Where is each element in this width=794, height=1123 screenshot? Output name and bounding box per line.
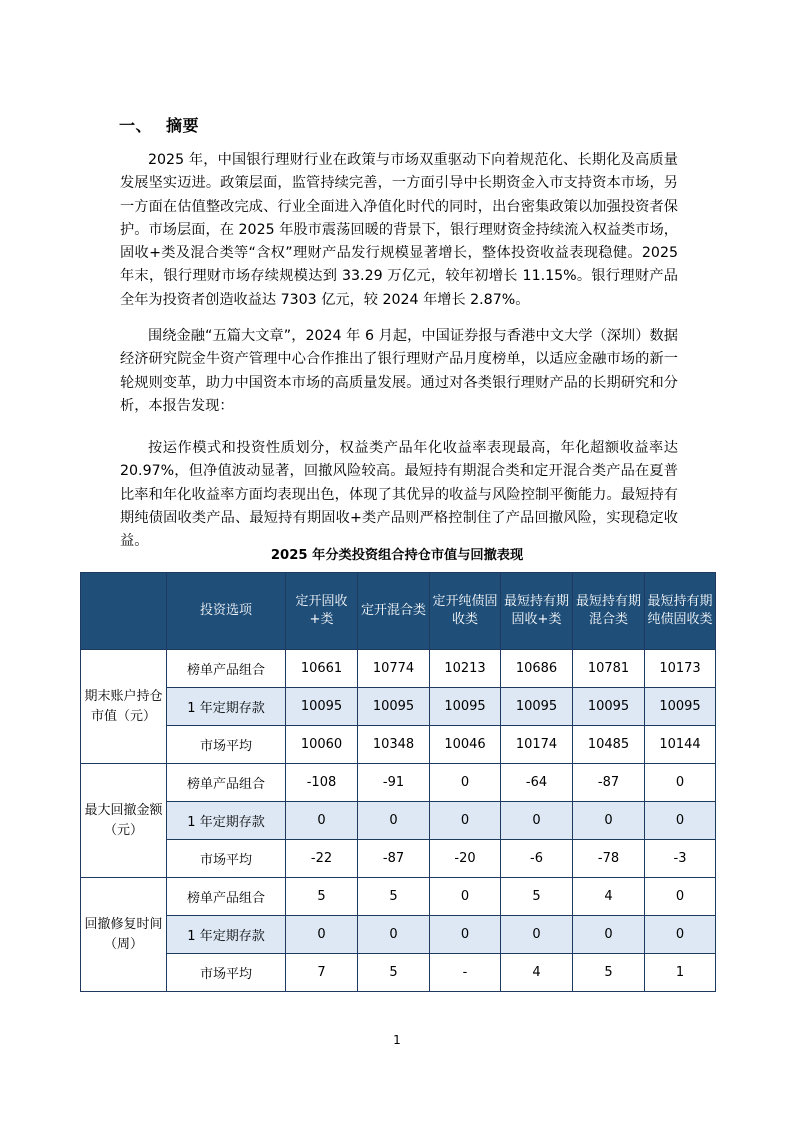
header-col: 定开固收+类 [286, 573, 358, 650]
table-cell: 10095 [573, 688, 645, 726]
table-cell: 0 [645, 802, 716, 840]
table-cell: 5 [573, 954, 645, 992]
table-cell: -6 [501, 840, 573, 878]
row-option-label: 市场平均 [167, 954, 286, 992]
row-option-label: 榜单产品组合 [167, 878, 286, 916]
table-cell: 0 [645, 878, 716, 916]
table-cell: -87 [573, 764, 645, 802]
table-cell: -91 [358, 764, 430, 802]
table-cell: 10686 [501, 650, 573, 688]
row-option-label: 市场平均 [167, 726, 286, 764]
table-cell: 0 [501, 802, 573, 840]
table-cell: 0 [286, 916, 358, 954]
page-number: 1 [393, 1033, 401, 1047]
table-cell: 10348 [358, 726, 430, 764]
paragraph-summary-market: 2025 年，中国银行理财行业在政策与市场双重驱动下向着规范化、长期化及高质量发展坚实迈进。政策层面，监管持续完善，一方面引导中长期资金入市支持资本市场，另一方面在估值整改完成、行业全面进入净值化时代的同时，出台密集政策以加强投资者保护。市场层面，在 2025 年股市震荡回暖的背景下，银行理财资金持续流入权益类市场，固收+类及混合类等“含权”理财产品发行规模显著增长，整体投资收益表现稳健。2025 年末，银行理财市场存续规模达到 33.29 万亿元，较年初增长 11.15%。银行理财产品全年为投资者创造收益达 7303 亿元，较 2024 年增长 2.87%。 [120, 152, 678, 308]
table-cell: 0 [501, 916, 573, 954]
table-body [81, 650, 716, 992]
table-cell: 10095 [430, 688, 501, 726]
table-row [81, 878, 716, 916]
table-cell: -22 [286, 840, 358, 878]
table-cell: 10485 [573, 726, 645, 764]
group-label: 最大回撤金额（元） [81, 764, 167, 878]
table-cell: 5 [501, 878, 573, 916]
header-col: 最短持有期固收+类 [501, 573, 573, 650]
table-cell: 0 [358, 802, 430, 840]
table-cell: 0 [645, 916, 716, 954]
table-cell: 5 [286, 878, 358, 916]
table-cell: 10095 [645, 688, 716, 726]
table-cell: -64 [501, 764, 573, 802]
table-row [81, 650, 716, 688]
table-cell: 5 [358, 878, 430, 916]
header-col: 最短持有期混合类 [573, 573, 645, 650]
table-cell: 5 [358, 954, 430, 992]
table-cell: 0 [430, 802, 501, 840]
table-cell: 10661 [286, 650, 358, 688]
table-cell: 0 [573, 802, 645, 840]
table-cell: 10174 [501, 726, 573, 764]
table-cell: -108 [286, 764, 358, 802]
row-option-label: 1 年定期存款 [167, 916, 286, 954]
table-cell: -87 [358, 840, 430, 878]
table-cell: 10046 [430, 726, 501, 764]
group-label: 回撤修复时间（周） [81, 878, 167, 992]
table-cell: 7 [286, 954, 358, 992]
table-cell: 4 [573, 878, 645, 916]
section-title: 摘要 [166, 116, 200, 135]
header-col: 定开混合类 [358, 573, 430, 650]
table-caption: 2025 年分类投资组合持仓市值与回撤表现 [270, 548, 524, 563]
table-row [81, 688, 716, 726]
table-cell: 0 [430, 916, 501, 954]
row-option-label: 1 年定期存款 [167, 688, 286, 726]
table-cell: 10095 [286, 688, 358, 726]
table-cell: 10173 [645, 650, 716, 688]
table-cell: - [430, 954, 501, 992]
table-cell: 10213 [430, 650, 501, 688]
section-number: 一、 [119, 116, 153, 135]
paragraph-ranking-background: 围绕金融“五篇大文章”，2024 年 6 月起，中国证券报与香港中文大学（深圳）数据经济研究院金牛资产管理中心合作推出了银行理财产品月度榜单，以适应金融市场的新一轮规则变革，助力中国资本市场的高质量发展。通过对各类银行理财产品的长期研究和分析，本报告发现： [120, 328, 678, 414]
table-cell: 0 [430, 764, 501, 802]
table-row [81, 802, 716, 840]
table-cell: 10095 [501, 688, 573, 726]
table-header-row [81, 573, 716, 650]
table-cell: 0 [358, 916, 430, 954]
header-option: 投资选项 [167, 573, 286, 650]
group-label: 期末账户持仓市值（元） [81, 650, 167, 764]
table-row [81, 840, 716, 878]
table-row [81, 916, 716, 954]
table-cell: 0 [286, 802, 358, 840]
table-cell: 0 [645, 764, 716, 802]
paragraph-findings: 按运作模式和投资性质划分，权益类产品年化收益率表现最高，年化超额收益率达 20.97%，但净值波动显著，回撤风险较高。最短持有期混合类和定开混合类产品在夏普比率和年化收益率方面均表现出色，体现了其优异的收益与风险控制平衡能力。最短持有期纯债固收类产品、最短持有期固收+类产品则严格控制住了产品回撤风险，实现稳定收益。 [120, 440, 678, 550]
row-option-label: 榜单产品组合 [167, 650, 286, 688]
table-cell: 0 [430, 878, 501, 916]
table-row [81, 726, 716, 764]
table-cell: 4 [501, 954, 573, 992]
header-col: 定开纯债固收类 [430, 573, 501, 650]
portfolio-table [80, 572, 716, 992]
table-row [81, 764, 716, 802]
header-col: 最短持有期纯债固收类 [645, 573, 716, 650]
table-cell: 10060 [286, 726, 358, 764]
table-cell: 10095 [358, 688, 430, 726]
row-option-label: 1 年定期存款 [167, 802, 286, 840]
header-corner [81, 573, 167, 650]
section-heading [119, 113, 199, 136]
table-cell: -78 [573, 840, 645, 878]
table-cell: 0 [573, 916, 645, 954]
table-cell: 10781 [573, 650, 645, 688]
row-option-label: 市场平均 [167, 840, 286, 878]
table-cell: 10774 [358, 650, 430, 688]
table-cell: 1 [645, 954, 716, 992]
table-cell: -3 [645, 840, 716, 878]
table-cell: -20 [430, 840, 501, 878]
table-row [81, 954, 716, 992]
table-cell: 10144 [645, 726, 716, 764]
row-option-label: 榜单产品组合 [167, 764, 286, 802]
